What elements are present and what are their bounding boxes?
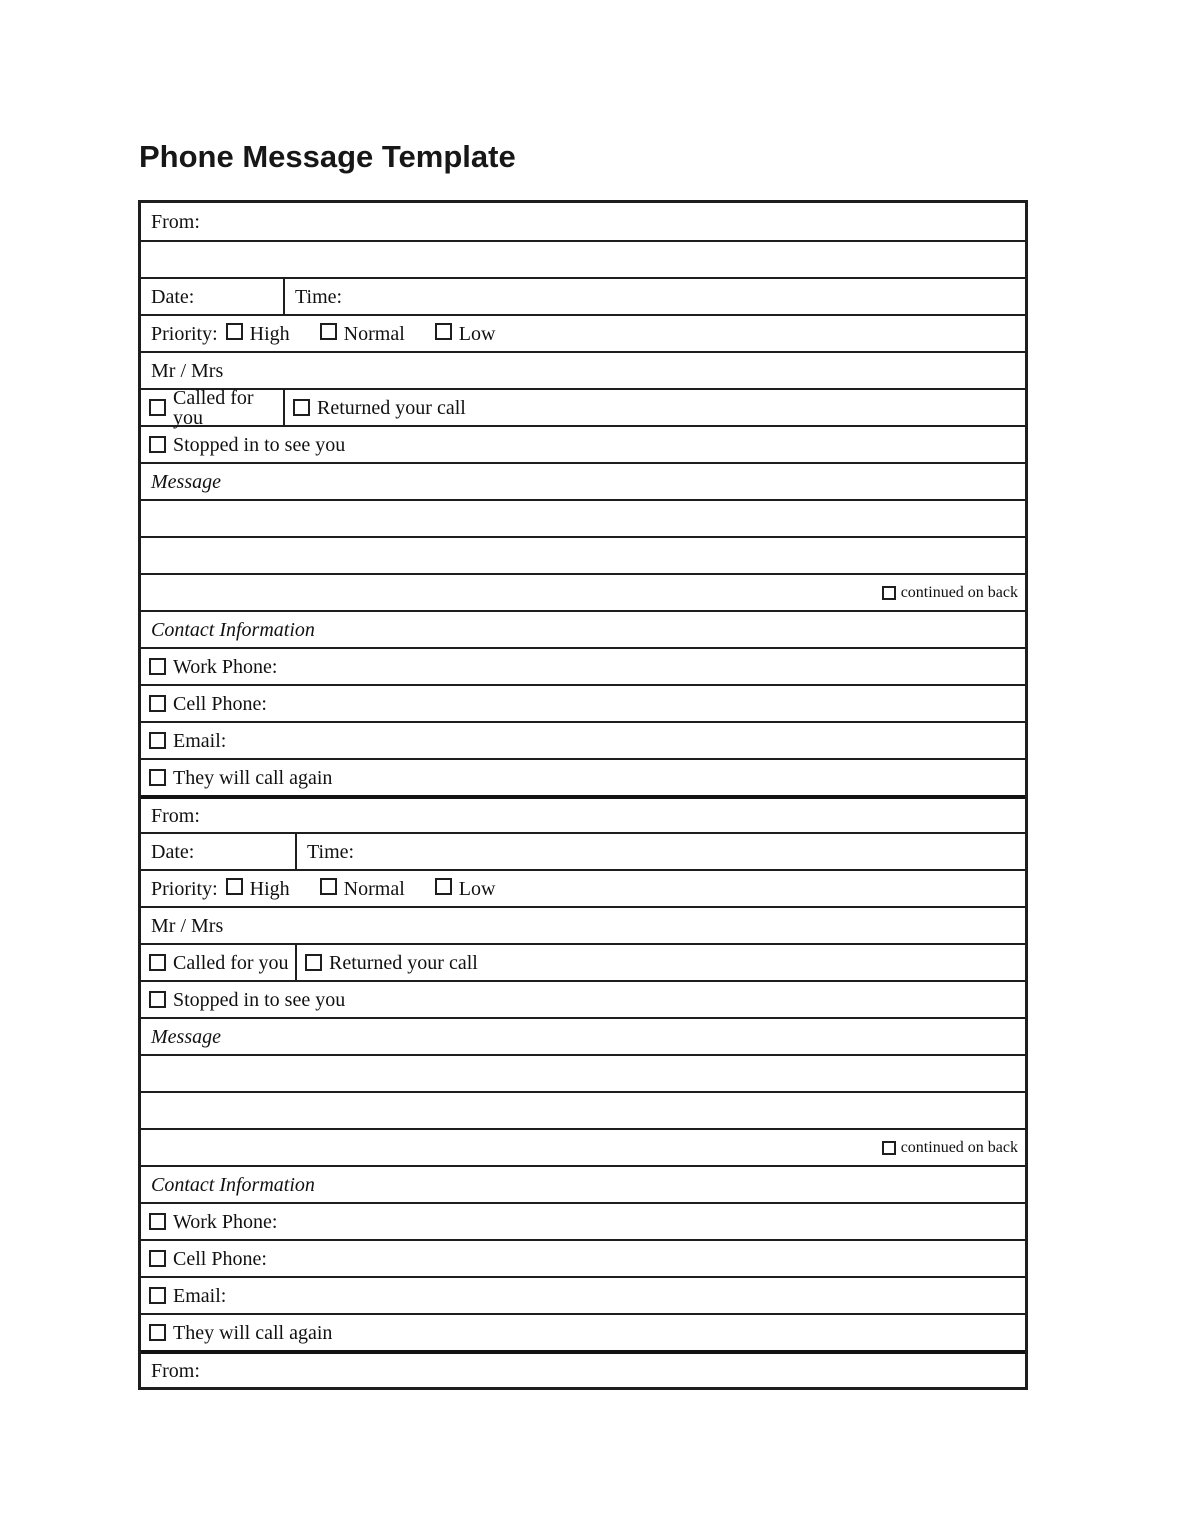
from-label: From: <box>151 804 200 827</box>
email-checkbox[interactable] <box>149 1287 166 1304</box>
called-for-you-field <box>141 945 297 980</box>
called-for-you-label: Called for you <box>173 951 289 974</box>
from-blank-line[interactable] <box>141 240 1025 277</box>
priority-high-checkbox[interactable] <box>226 323 243 340</box>
priority-high-option <box>226 323 290 344</box>
phone-message-form <box>138 200 1028 1390</box>
message-blank-line[interactable] <box>141 1054 1025 1091</box>
priority-low-label: Low <box>458 878 496 900</box>
from-row <box>141 1350 1025 1387</box>
they-will-call-again-checkbox[interactable] <box>149 1324 166 1341</box>
returned-your-call-field <box>297 945 1025 980</box>
they-will-call-again-label: They will call again <box>173 1321 333 1344</box>
cell-phone-row <box>141 684 1025 721</box>
email-row <box>141 721 1025 758</box>
called-for-you-field <box>141 386 285 429</box>
date-field[interactable] <box>141 834 297 869</box>
called-for-you-checkbox[interactable] <box>149 954 166 971</box>
time-field[interactable] <box>285 279 1025 314</box>
time-label: Time: <box>307 840 355 863</box>
salutation-row[interactable] <box>141 351 1025 388</box>
they-will-call-again-row <box>141 1313 1025 1350</box>
call-type-row <box>141 386 1025 429</box>
cell-phone-row <box>141 1239 1025 1276</box>
stopped-in-label: Stopped in to see you <box>173 988 346 1011</box>
date-label: Date: <box>151 285 195 308</box>
continued-on-back-label: continued on back <box>900 1138 1018 1156</box>
priority-normal-option <box>320 323 405 344</box>
returned-your-call-label: Returned your call <box>317 396 466 419</box>
returned-your-call-label: Returned your call <box>329 951 478 974</box>
time-label: Time: <box>295 285 343 308</box>
returned-your-call-checkbox[interactable] <box>305 954 322 971</box>
email-label: Email: <box>173 1284 227 1307</box>
priority-high-option <box>226 878 290 899</box>
date-time-row <box>141 277 1025 314</box>
salutation-label: Mr / Mrs <box>151 914 224 937</box>
priority-high-checkbox[interactable] <box>226 878 243 895</box>
contact-information-row <box>141 1165 1025 1202</box>
continued-on-back-row <box>141 573 1025 610</box>
work-phone-checkbox[interactable] <box>149 658 166 675</box>
priority-normal-option <box>320 878 405 899</box>
contact-information-label: Contact Information <box>151 618 315 641</box>
stopped-in-checkbox[interactable] <box>149 436 166 453</box>
cell-phone-label: Cell Phone: <box>173 1247 267 1270</box>
priority-low-checkbox[interactable] <box>435 878 452 895</box>
salutation-label: Mr / Mrs <box>151 359 224 382</box>
date-field[interactable] <box>141 279 285 314</box>
email-row <box>141 1276 1025 1313</box>
cell-phone-checkbox[interactable] <box>149 1250 166 1267</box>
message-header-row <box>141 1017 1025 1054</box>
continued-on-back-checkbox[interactable] <box>882 1141 896 1155</box>
priority-low-checkbox[interactable] <box>435 323 452 340</box>
salutation-row[interactable] <box>141 906 1025 943</box>
called-for-you-label: Called for you <box>173 386 254 429</box>
called-for-you-checkbox[interactable] <box>149 399 166 416</box>
priority-high-label: High <box>249 323 290 345</box>
stopped-in-checkbox[interactable] <box>149 991 166 1008</box>
returned-your-call-field <box>285 390 1025 425</box>
priority-row <box>141 314 1025 351</box>
stopped-in-row <box>141 425 1025 462</box>
message-label: Message <box>151 1025 221 1048</box>
cell-phone-label: Cell Phone: <box>173 692 267 715</box>
email-checkbox[interactable] <box>149 732 166 749</box>
stopped-in-label: Stopped in to see you <box>173 433 346 456</box>
they-will-call-again-row <box>141 758 1025 795</box>
page-title: Phone Message Template <box>139 139 516 174</box>
work-phone-row <box>141 647 1025 684</box>
message-blank-line[interactable] <box>141 499 1025 536</box>
they-will-call-again-label: They will call again <box>173 766 333 789</box>
priority-normal-checkbox[interactable] <box>320 878 337 895</box>
message-block-1 <box>141 203 1025 795</box>
date-time-row <box>141 832 1025 869</box>
work-phone-row <box>141 1202 1025 1239</box>
message-header-row <box>141 462 1025 499</box>
continued-on-back-row <box>141 1128 1025 1165</box>
work-phone-checkbox[interactable] <box>149 1213 166 1230</box>
priority-label: Priority: <box>151 322 218 345</box>
priority-low-label: Low <box>458 323 496 345</box>
priority-low-option <box>435 878 496 899</box>
work-phone-label: Work Phone: <box>173 1210 278 1233</box>
time-field[interactable] <box>297 834 1025 869</box>
continued-on-back-label: continued on back <box>900 583 1018 601</box>
continued-on-back-checkbox[interactable] <box>882 586 896 600</box>
priority-normal-label: Normal <box>343 323 405 345</box>
cell-phone-checkbox[interactable] <box>149 695 166 712</box>
priority-normal-checkbox[interactable] <box>320 323 337 340</box>
contact-information-row <box>141 610 1025 647</box>
message-blank-line[interactable] <box>141 1091 1025 1128</box>
priority-low-option <box>435 323 496 344</box>
from-label: From: <box>151 1359 200 1382</box>
message-block-2 <box>141 795 1025 1350</box>
from-label: From: <box>151 210 200 233</box>
from-row <box>141 795 1025 832</box>
priority-label: Priority: <box>151 877 218 900</box>
message-blank-line[interactable] <box>141 536 1025 573</box>
contact-information-label: Contact Information <box>151 1173 315 1196</box>
email-label: Email: <box>173 729 227 752</box>
stopped-in-row <box>141 980 1025 1017</box>
priority-row <box>141 869 1025 906</box>
from-row <box>141 203 1025 240</box>
message-block-3 <box>141 1350 1025 1387</box>
message-label: Message <box>151 470 221 493</box>
work-phone-label: Work Phone: <box>173 655 278 678</box>
call-type-row <box>141 943 1025 980</box>
returned-your-call-checkbox[interactable] <box>293 399 310 416</box>
priority-normal-label: Normal <box>343 878 405 900</box>
they-will-call-again-checkbox[interactable] <box>149 769 166 786</box>
priority-high-label: High <box>249 878 290 900</box>
date-label: Date: <box>151 840 195 863</box>
